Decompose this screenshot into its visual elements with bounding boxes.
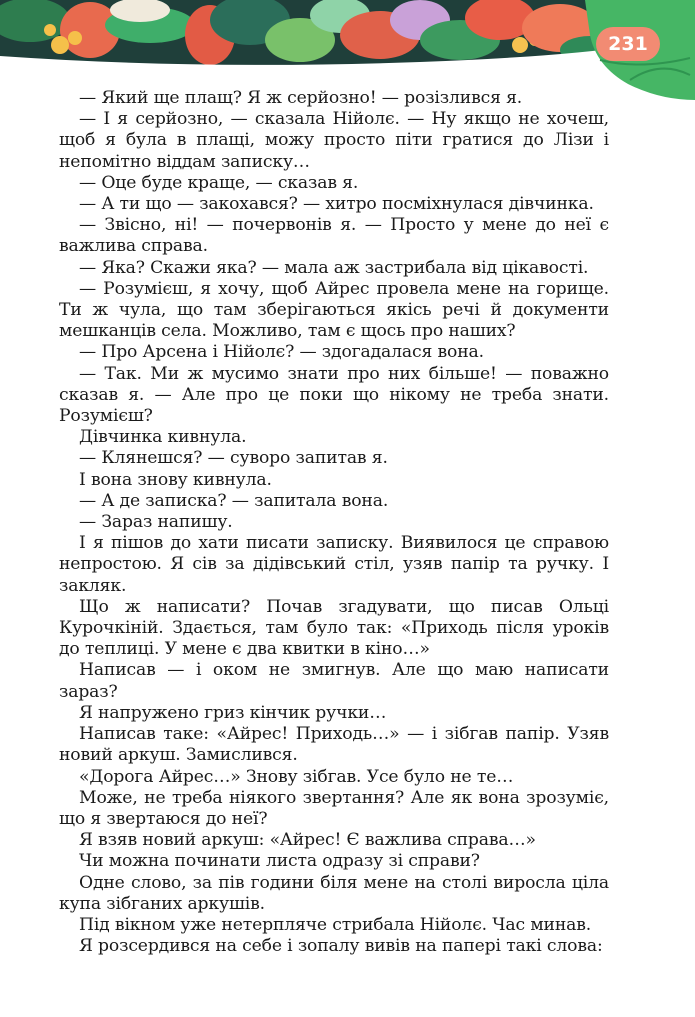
paragraph: — І я серйозно, — сказала Нійолє. — Ну якщо не хочеш, щоб я була в плащі, можу просто піти гратися до Лізи і непомітно віддам записку…	[59, 109, 609, 172]
paragraph: І вона знову кивнула.	[79, 469, 272, 490]
paragraph: — А де записка? — запитала вона.	[79, 490, 389, 511]
paragraph: Під вікном уже нетерпляче стрибала Нійолє. Час минав.	[79, 914, 592, 935]
paragraph: — Про Арсена і Нійолє? — здогадалася вона.	[79, 342, 484, 363]
paragraph: — Розумієш, я хочу, щоб Айрес провела мене на горище. Ти ж чула, що там зберігаються якісь речі й документи мешканців села. Можливо, там є щось про наших?	[59, 278, 609, 342]
foliage-banner-icon	[0, 0, 695, 100]
paragraph: — Який ще плащ? Я ж серйозно! — розізлився я.	[79, 88, 523, 108]
paragraph: Може, не треба ніякого звертання? Але як вона зрозуміє, що я звертаюся до неї?	[59, 787, 609, 829]
paragraph: Дівчинка кивнула.	[79, 427, 247, 448]
paragraph: Що ж написати? Почав згадувати, що писав Ольці Курочкіній. Здається, там було так: «Приходь після уроків до теплиці. У мене є два квитки в кіно…»	[59, 596, 609, 660]
paragraph: Я взяв новий аркуш: «Айрес! Є важлива справа…»	[79, 830, 536, 851]
paragraph: Я напружено гриз кінчик ручки…	[79, 702, 387, 723]
paragraph: — Клянешся? — суворо запитав я.	[79, 448, 388, 469]
paragraph: Чи можна починати листа одразу зі справи?	[79, 851, 480, 872]
paragraph: Одне слово, за пів години біля мене на столі виросла ціла купа зібганих аркушів.	[59, 872, 609, 914]
paragraph: Написав таке: «Айрес! Приходь…» — і зібгав папір. Узяв новий аркуш. Замислився.	[59, 724, 609, 766]
paragraph: — Так. Ми ж мусимо знати про них більше! — поважно сказав я. — Але про це поки що нікому не треба знати. Розумієш?	[59, 363, 609, 427]
paragraph: Я розсердився на себе і зопалу вивів на папері такі слова:	[79, 936, 603, 957]
paragraph: «Дорога Айрес…» Знову зібгав. Усе було не те…	[79, 766, 514, 787]
page-number-badge: 231	[596, 27, 660, 61]
paragraph: — А ти що — закохався? — хитро посміхнулася дівчинка.	[79, 194, 594, 215]
paragraph: — Оце буде краще, — сказав я.	[79, 172, 359, 193]
header-illustration	[0, 0, 695, 100]
paragraph: І я пішов до хати писати записку. Виявилося це справою непростою. Я сів за дідівський стіл, узяв папір та ручку. І закляк.	[59, 533, 609, 596]
paragraph: — Зараз напишу.	[79, 512, 233, 533]
paragraph: — Звісно, ні! — почервонів я. — Просто у мене до неї є важлива справа.	[59, 215, 609, 257]
paragraph: Написав — і оком не змигнув. Але що маю написати зараз?	[59, 660, 609, 702]
paragraph: — Яка? Скажи яка? — мала аж застрибала від цікавості.	[79, 257, 589, 278]
story-text	[59, 88, 609, 957]
